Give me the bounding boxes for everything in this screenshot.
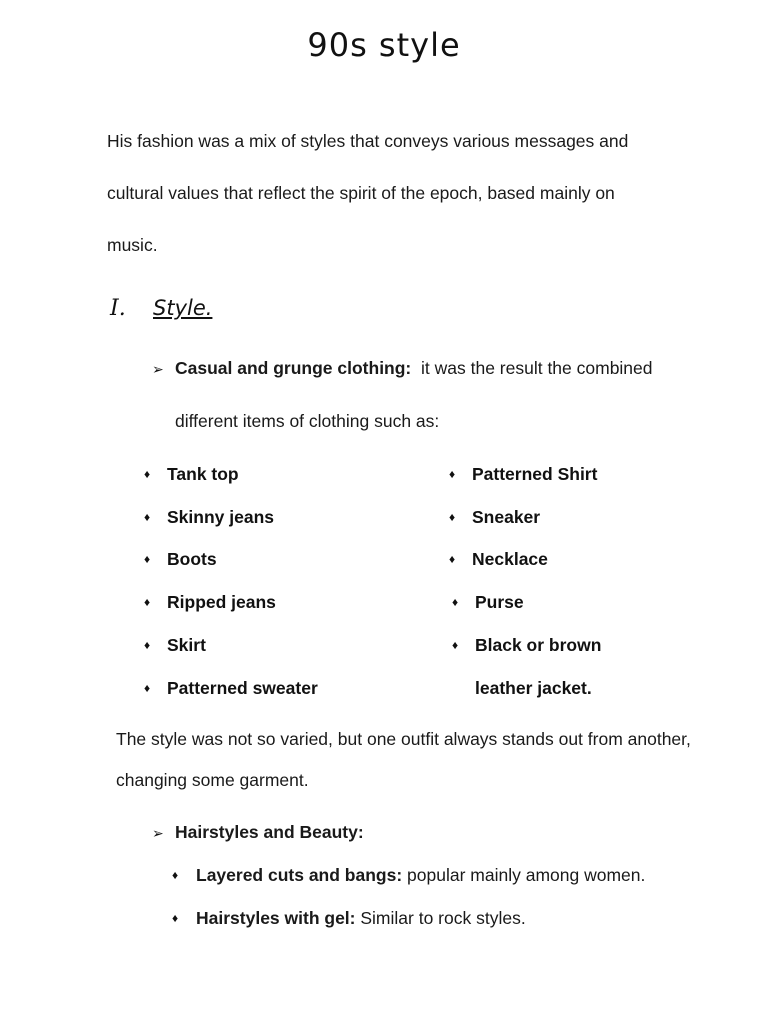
diamond-bullet-icon: ♦ (449, 467, 456, 481)
list-item: Skinny jeans (167, 507, 274, 527)
intro-line-2: cultural values that reflect the spirit of the epoch, based mainly on (107, 183, 615, 203)
diamond-bullet-icon: ♦ (452, 595, 459, 609)
arrow-bullet-icon: ➢ (152, 825, 164, 841)
diamond-bullet-icon: ♦ (452, 638, 459, 652)
arrow-bullet-icon: ➢ (152, 361, 164, 377)
diamond-bullet-icon: ♦ (144, 467, 151, 481)
list-item: Ripped jeans (167, 592, 276, 612)
diamond-bullet-icon: ♦ (449, 552, 456, 566)
hair-item-text: popular mainly among women. (407, 865, 646, 885)
list-item: Necklace (472, 549, 548, 569)
list-item: Patterned sweater (167, 678, 318, 698)
hair-item (196, 908, 526, 929)
list-item: Patterned Shirt (472, 464, 598, 484)
hair-item-text: Similar to rock styles. (360, 908, 526, 928)
hair-item (196, 865, 645, 886)
diamond-bullet-icon: ♦ (172, 911, 179, 925)
list-item-continuation: leather jacket. (475, 678, 592, 698)
diamond-bullet-icon: ♦ (144, 595, 151, 609)
casual-text: it was the result the combined (421, 358, 653, 378)
casual-label: Casual and grunge clothing: (175, 358, 412, 378)
diamond-bullet-icon: ♦ (144, 681, 151, 695)
list-item: Skirt (167, 635, 206, 655)
hair-item-label: Hairstyles with gel: (196, 908, 356, 928)
summary-line-1: The style was not so varied, but one outfit always stands out from another, (116, 729, 691, 749)
section-number: I. (110, 296, 126, 321)
diamond-bullet-icon: ♦ (144, 638, 151, 652)
diamond-bullet-icon: ♦ (172, 868, 179, 882)
hair-item-label: Layered cuts and bangs: (196, 865, 403, 885)
list-item: Purse (475, 592, 524, 612)
diamond-bullet-icon: ♦ (449, 510, 456, 524)
list-item: Sneaker (472, 507, 541, 527)
casual-line-1 (175, 358, 653, 379)
summary-line-2: changing some garment. (116, 770, 309, 790)
list-item: Tank top (167, 464, 239, 484)
diamond-bullet-icon: ♦ (144, 510, 151, 524)
list-item: Black or brown (475, 635, 602, 655)
intro-line-1: His fashion was a mix of styles that conveys various messages and (107, 131, 629, 151)
hair-heading: Hairstyles and Beauty: (175, 822, 364, 842)
list-item: Boots (167, 549, 217, 569)
casual-line-2: different items of clothing such as: (175, 411, 440, 431)
intro-line-3: music. (107, 235, 158, 255)
page-title: 90s style (307, 26, 461, 64)
section-title: Style. (153, 296, 213, 320)
diamond-bullet-icon: ♦ (144, 552, 151, 566)
